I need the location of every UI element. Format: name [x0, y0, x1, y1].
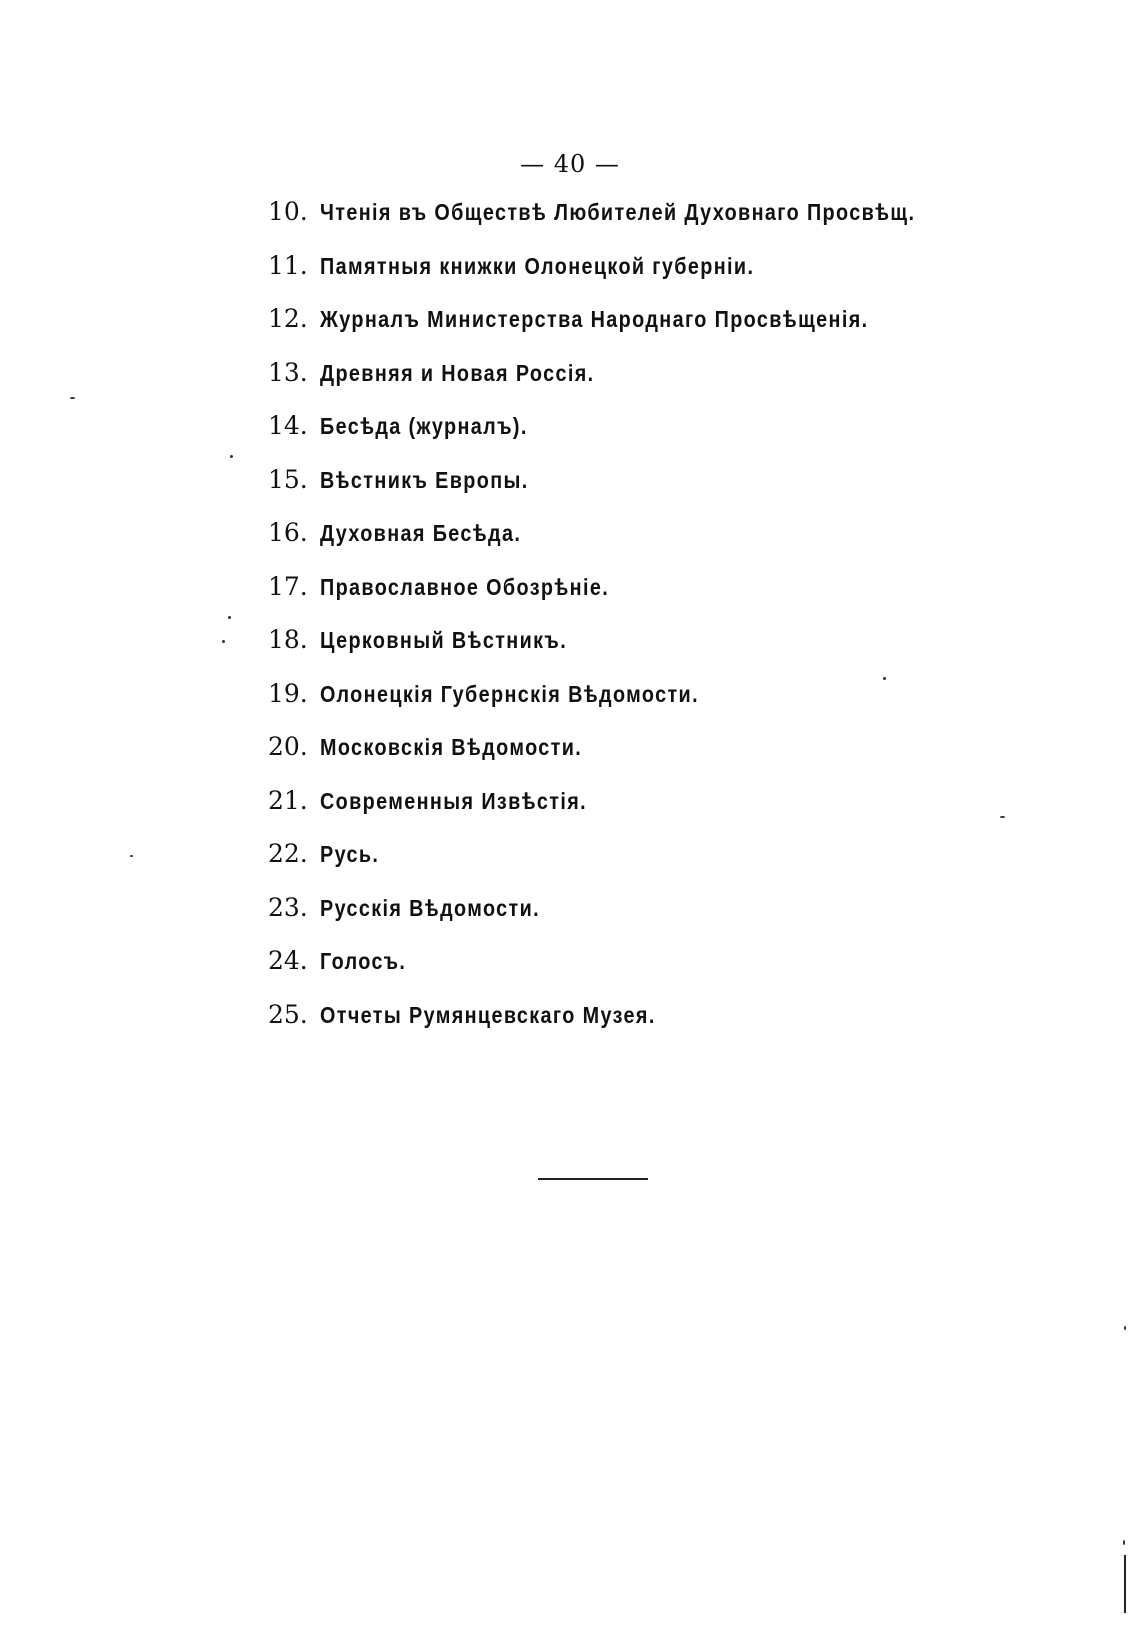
- entry-title: Московскія Вѣдомости.: [320, 734, 583, 760]
- entry-number: 12.: [268, 304, 308, 333]
- entry-number: 18.: [268, 625, 308, 654]
- entry-number: 19.: [268, 678, 308, 708]
- entry-number: 24.: [268, 946, 308, 975]
- scan-edge-mark: [1124, 1555, 1126, 1613]
- list-item: [268, 881, 1028, 935]
- entry-number: 20.: [268, 732, 308, 761]
- entry-title: Олонецкія Губернскія Вѣдомости.: [320, 680, 699, 707]
- scan-speck: [1124, 1326, 1126, 1330]
- entry-number: 13.: [268, 357, 308, 387]
- entry-number: 14.: [268, 411, 308, 440]
- scan-speck: [1123, 1540, 1125, 1545]
- entry-title: Журналъ Министерства Народнаго Просвѣщенія.: [320, 306, 869, 332]
- list-item: [268, 934, 1028, 988]
- closing-rule: [538, 1178, 648, 1180]
- entry-number: 21.: [268, 785, 308, 815]
- entry-title: Голосъ.: [320, 948, 407, 974]
- scan-speck: [70, 397, 75, 399]
- scan-speck: [230, 455, 233, 458]
- scan-speck: [1000, 816, 1005, 818]
- entry-number: 25.: [268, 999, 308, 1029]
- entry-number: 11.: [268, 250, 308, 280]
- list-item: [268, 506, 1028, 560]
- entry-title: Русскія Вѣдомости.: [320, 894, 541, 921]
- entry-title: Чтенія въ Обществѣ Любителей Духовнаго Просвѣщ.: [320, 199, 916, 225]
- list-item: [268, 239, 1028, 293]
- entry-title: Духовная Бесѣда.: [320, 520, 522, 546]
- list-item: [268, 774, 1028, 828]
- scan-speck: [222, 640, 225, 643]
- scan-speck: [228, 616, 231, 619]
- list-item: [268, 667, 1028, 721]
- periodicals-list: [268, 185, 1028, 1041]
- entry-title: Древняя и Новая Россія.: [320, 359, 595, 386]
- entry-title: Отчеты Румянцевскаго Музея.: [320, 1001, 656, 1028]
- entry-title: Церковный Вѣстникъ.: [320, 627, 568, 653]
- list-item: [268, 988, 1028, 1042]
- scan-speck: [130, 855, 133, 857]
- entry-title: Вѣстникъ Европы.: [320, 466, 529, 493]
- list-item: [268, 827, 1028, 881]
- entry-number: 15.: [268, 464, 308, 494]
- list-item: [268, 185, 1028, 239]
- entry-title: Памятныя книжки Олонецкой губерніи.: [320, 252, 755, 279]
- list-item: [268, 560, 1028, 614]
- entry-number: 16.: [268, 518, 308, 547]
- scan-speck: [883, 677, 886, 680]
- entry-title: Русь.: [320, 841, 380, 867]
- list-item: [268, 346, 1028, 400]
- list-item: [268, 613, 1028, 667]
- entry-number: 23.: [268, 892, 308, 922]
- entry-number: 10.: [268, 197, 308, 226]
- list-item: [268, 292, 1028, 346]
- page-number: — 40 —: [520, 150, 620, 178]
- list-item: [268, 720, 1028, 774]
- entry-number: 22.: [268, 839, 308, 868]
- list-item: [268, 453, 1028, 507]
- entry-number: 17.: [268, 571, 308, 601]
- entry-title: Бесѣда (журналъ).: [320, 413, 528, 439]
- entry-title: Современныя Извѣстія.: [320, 787, 588, 814]
- entry-title: Православное Обозрѣніе.: [320, 573, 610, 600]
- list-item: [268, 399, 1028, 453]
